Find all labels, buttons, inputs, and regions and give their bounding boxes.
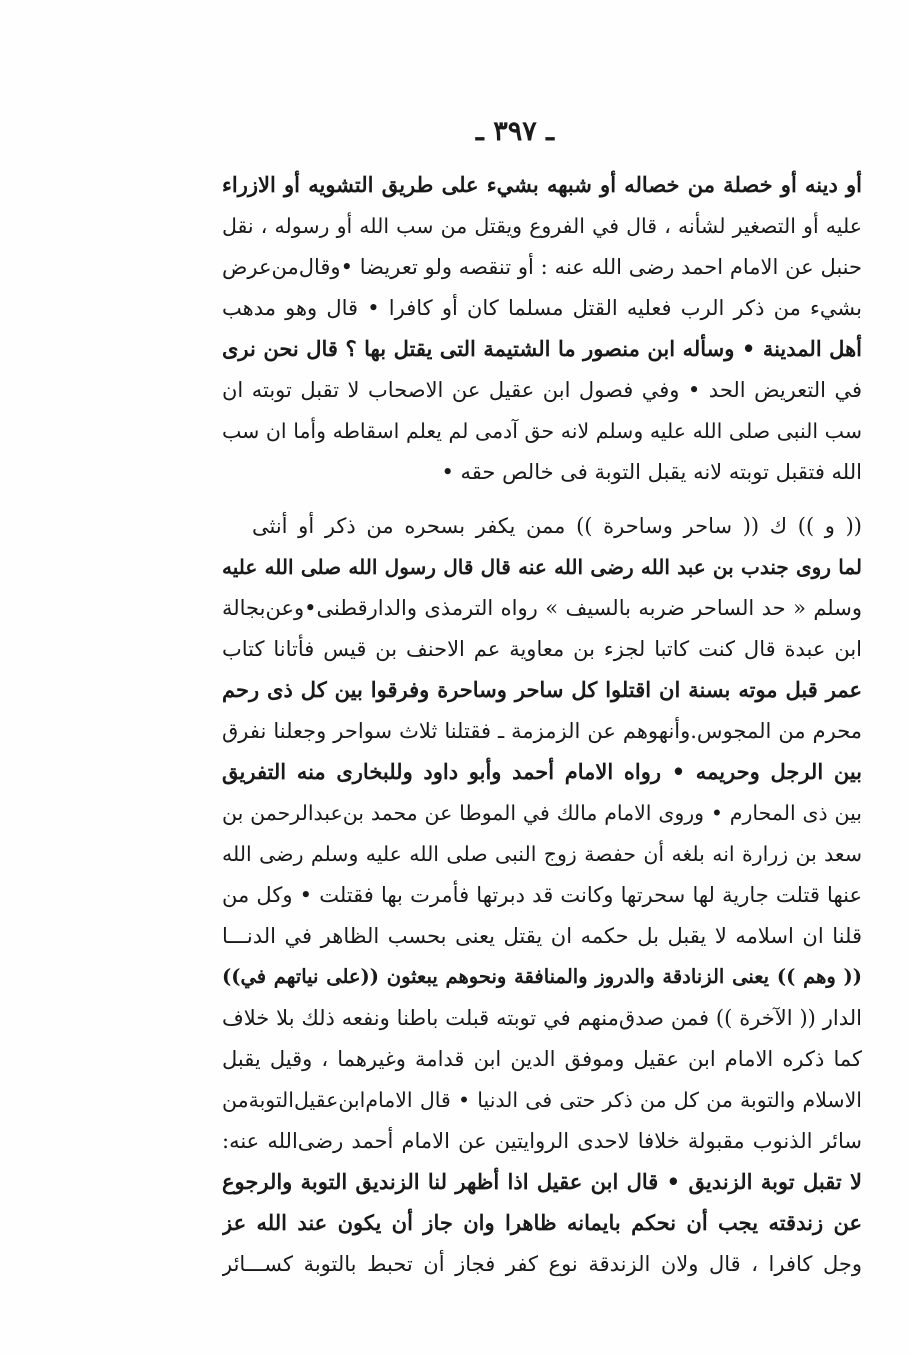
text-line: لا تقبل توبة الزنديق • قال ابن عقيل اذا أظهر لنا الزنديق التوبة والرجوع: [222, 1169, 862, 1194]
text-line: بين ذى المحارم • وروى الامام مالك في الموطا عن محمد بن‌عبدالرحمن بن: [222, 801, 862, 825]
text-line: عن زندقته يجب أن نحكم بايمانه ظاهرا وان جاز أن يكون عند الله عز: [222, 1210, 862, 1235]
text-line: بين الرجل وحريمه • رواه الامام أحمد وأبو داود وللبخارى منه التفريق: [222, 759, 862, 784]
text-line: (( وهم )) يعنى الزنادقة والدروز والمنافقة ونحوهم يبعثون ((على نياتهم في)): [222, 965, 862, 988]
text-line: سعد بن زرارة انه بلغه أن حفصة زوج النبى صلى الله عليه وسلم رضى الله: [222, 842, 862, 866]
paragraph-1: [222, 165, 862, 495]
text-line: حنبل عن الامام احمد رضى الله عنه : أو تنقصه ولو تعريضا •وقال‌من‌عرض: [222, 255, 862, 279]
text-line: عنها قتلت جارية لها سحرتها وكانت قد دبرتها فأمرت بها فقتلت • وكل من: [222, 883, 862, 907]
text-line: أهل المدينة • وسأله ابن منصور ما الشتيمة التى يقتل بها ؟ قال نحن نرى: [222, 336, 862, 361]
page-number: ـ ٣٩٧ ـ: [475, 116, 555, 147]
text-line: سائر الذنوب مقبولة خلافا لاحدى الروايتين عن الامام أحمد رضى‌الله عنه:: [222, 1129, 862, 1153]
text-line: عمر قبل موته بسنة ان اقتلوا كل ساحر وساحرة وفرقوا بين كل ذى رحم: [222, 677, 862, 702]
text-line: وجل كافرا ، قال ولان الزندقة نوع كفر فجاز أن تحبط بالتوبة كســـائر: [222, 1252, 862, 1276]
text-line: أو دينه أو خصلة من خصاله أو شبهه بشيء على طريق التشويه أو الازراء: [222, 172, 862, 197]
text-line: (( و )) ك (( ساحر وساحرة )) ممن يكفر بسحره من ذكر أو أنثى: [252, 514, 862, 538]
paragraph-2: [222, 506, 862, 1286]
text-line: الله فتقبل توبته لانه يقبل التوبة فى خالص حقه •: [441, 460, 862, 484]
text-line: قلنا ان اسلامه لا يقبل بل حكمه ان يقتل يعنى بحسب الظاهر في الدنـــا: [222, 924, 862, 948]
text-line: سب النبى صلى الله عليه وسلم لانه حق آدمى لم يعلم اسقاطه وأما ان سب: [222, 419, 862, 443]
text-line: وسلم « حد الساحر ضربه بالسيف » رواه الترمذى والدارقطنى•وعن‌بجالة: [222, 596, 862, 620]
text-line: محرم من المجوس.وأنهوهم عن الزمزمة ـ فقتلنا ثلاث سواحر وجعلنا نفرق: [222, 719, 862, 743]
text-line: عليه أو التصغير لشأنه ، قال في الفروع ويقتل من سب الله أو رسوله ، نقل: [222, 214, 862, 238]
text-line: الدار (( الآخرة )) فمن صدق‌منهم في توبته قبلت باطنا ونفعه ذلك بلا خلاف: [222, 1006, 862, 1030]
text-line: لما روى جندب بن عبد الله رضى الله عنه قال قال رسول الله صلى الله عليه: [222, 555, 862, 579]
text-line: بشيء من ذكر الرب فعليه القتل مسلما كان أو كافرا • قال وهو مدهب: [222, 296, 862, 320]
text-line: في التعريض الحد • وفي فصول ابن عقيل عن الاصحاب لا تقبل توبته ان: [222, 378, 862, 402]
text-line: كما ذكره الامام ابن عقيل وموفق الدين ابن قدامة وغيرهما ، وقيل يقبل: [222, 1047, 862, 1071]
text-line: الاسلام والتوبة من كل من ذكر حتى فى الدنيا • قال الامام‌ابن‌عقيل‌التوبة‌من: [222, 1088, 862, 1112]
text-line: ابن عبدة قال كنت كاتبا لجزء بن معاوية عم الاحنف بن قيس فأتانا كتاب: [222, 637, 862, 661]
